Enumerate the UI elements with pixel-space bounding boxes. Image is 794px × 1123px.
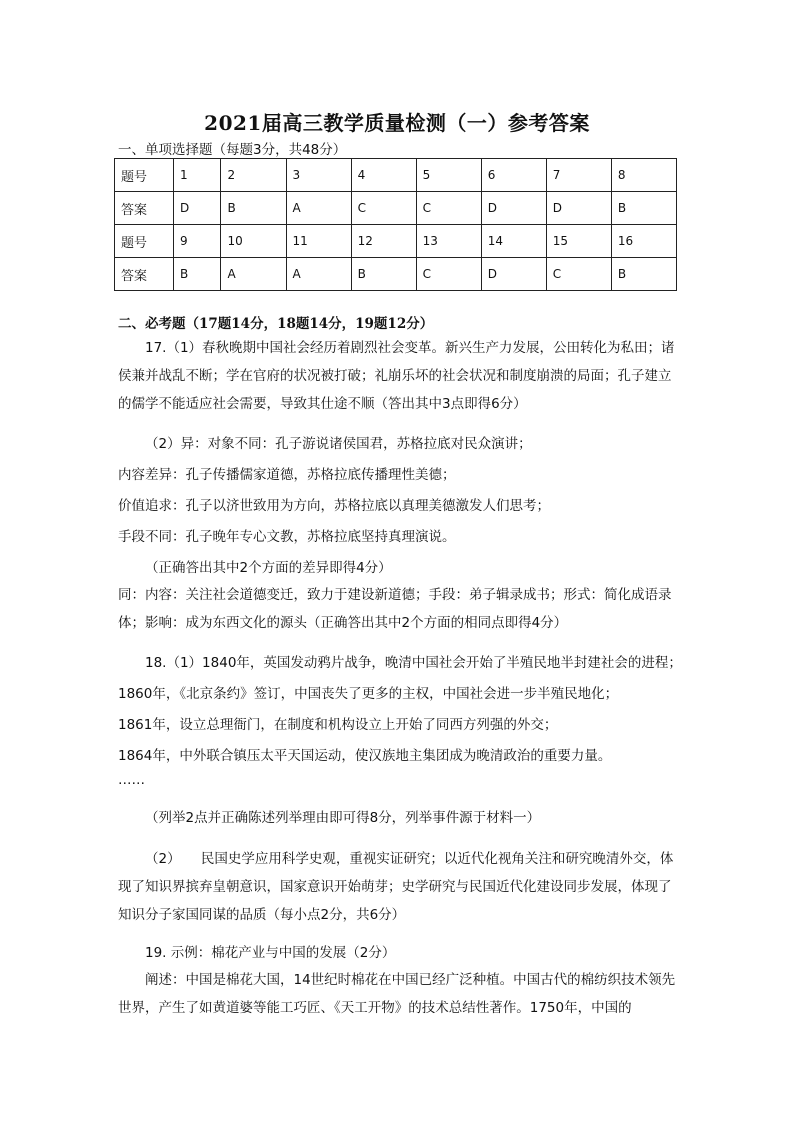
- table-cell: B: [221, 192, 286, 225]
- table-cell: A: [286, 192, 351, 225]
- table-cell: C: [416, 258, 481, 291]
- table-cell: 16: [611, 225, 676, 258]
- table-cell: 9: [174, 225, 221, 258]
- table-cell: D: [174, 192, 221, 225]
- section2-heading: 二、必考题（17题14分，18题14分，19题12分）: [118, 316, 434, 332]
- table-cell: 6: [481, 159, 546, 192]
- table-cell: A: [286, 258, 351, 291]
- table-cell: 3: [286, 159, 351, 192]
- table-cell: 5: [416, 159, 481, 192]
- table-cell: D: [481, 258, 546, 291]
- q17-part2-line: 价值追求：孔子以济世致用为方向，苏格拉底以真理美德激发人们思考；: [118, 498, 550, 514]
- table-cell: 4: [351, 159, 416, 192]
- q17-part2-line: （2）异：对象不同：孔子游说诸侯国君，苏格拉底对民众演讲；: [145, 436, 532, 452]
- table-cell: 12: [351, 225, 416, 258]
- q19-text: 阐述：中国是棉花大国，14世纪时棉花在中国已经广泛种植。中国古代的棉纺织技术领先世界，产生了如黄道婆等能工巧匠、《天工开物》的技术总结性著作。1750年，中国的: [118, 972, 676, 1016]
- table-cell: B: [351, 258, 416, 291]
- table-cell: 15: [546, 225, 611, 258]
- table-cell: 8: [611, 159, 676, 192]
- q18-part1-line: 18.（1）1840年，英国发动鸦片战争，晚清中国社会开始了半殖民地半封建社会的进程；: [145, 655, 682, 671]
- table-cell: D: [481, 192, 546, 225]
- table-cell: 1: [174, 159, 221, 192]
- table-cell: B: [611, 192, 676, 225]
- table-cell: 2: [221, 159, 286, 192]
- q18-part1-line: ……: [118, 772, 145, 788]
- q19-title: 19. 示例：棉花产业与中国的发展（2分）: [145, 945, 396, 961]
- answer-table: [114, 158, 677, 291]
- table-row: [115, 159, 677, 192]
- q18-part1-line: 1864年，中外联合镇压太平天国运动，使汉族地主集团成为晚清政治的重要力量。: [118, 748, 612, 764]
- q18-part1-line: 1860年，《北京条约》签订，中国丧失了更多的主权，中国社会进一步半殖民地化；: [118, 686, 619, 702]
- q18-part2: （2） 民国史学应用科学史观，重视实证研究；以近代化视角关注和研究晚清外交，体现了知识界摈弃皇朝意识，国家意识开始萌芽；史学研究与民国近代化建设同步发展，体现了知识分子家国同谋的品质（每小点2分，共6分）: [118, 851, 674, 923]
- table-cell: B: [174, 258, 221, 291]
- table-cell: B: [611, 258, 676, 291]
- table-cell: 11: [286, 225, 351, 258]
- q17-part2-line: 内容差异：孔子传播儒家道德，苏格拉底传播理性美德；: [118, 467, 456, 483]
- q17-part2-line: （正确答出其中2个方面的差异即得4分）: [145, 560, 392, 576]
- table-row: [115, 258, 677, 291]
- q18-part1-line: 1861年，设立总理衙门，在制度和机构设立上开始了同西方列强的外交；: [118, 717, 558, 733]
- table-cell: 13: [416, 225, 481, 258]
- page-title: 2021届高三教学质量检测（一）参考答案: [204, 111, 590, 135]
- q17-same: 同：内容：关注社会道德变迁，致力于建设新道德；手段：弟子辑录成书；形式：简化成语录体；影响：成为东西文化的源头（正确答出其中2个方面的相同点即得4分）: [118, 587, 672, 631]
- table-cell: A: [221, 258, 286, 291]
- table-cell: 7: [546, 159, 611, 192]
- q17-part2-line: 手段不同：孔子晚年专心文教，苏格拉底坚持真理演说。: [118, 529, 456, 545]
- row-header-cell: 答案: [115, 192, 174, 225]
- table-cell: C: [351, 192, 416, 225]
- row-header-cell: 题号: [115, 159, 174, 192]
- table-row: [115, 225, 677, 258]
- row-header-cell: 答案: [115, 258, 174, 291]
- row-header-cell: 题号: [115, 225, 174, 258]
- table-cell: 10: [221, 225, 286, 258]
- section1-heading: 一、单项选择题（每题3分，共48分）: [118, 142, 347, 158]
- table-cell: C: [416, 192, 481, 225]
- table-cell: C: [546, 258, 611, 291]
- q18-part1-line: （列举2点并正确陈述列举理由即可得8分，列举事件源于材料一）: [145, 810, 541, 826]
- table-cell: D: [546, 192, 611, 225]
- table-row: [115, 192, 677, 225]
- table-cell: 14: [481, 225, 546, 258]
- q17-part1: 17.（1）春秋晚期中国社会经历着剧烈社会变革。新兴生产力发展，公田转化为私田；诸侯兼并战乱不断；学在官府的状况被打破；礼崩乐坏的社会状况和制度崩溃的局面；孔子建立的儒学不能适应社会需要，导致其仕途不顺（答出其中3点即得6分）: [118, 340, 675, 412]
